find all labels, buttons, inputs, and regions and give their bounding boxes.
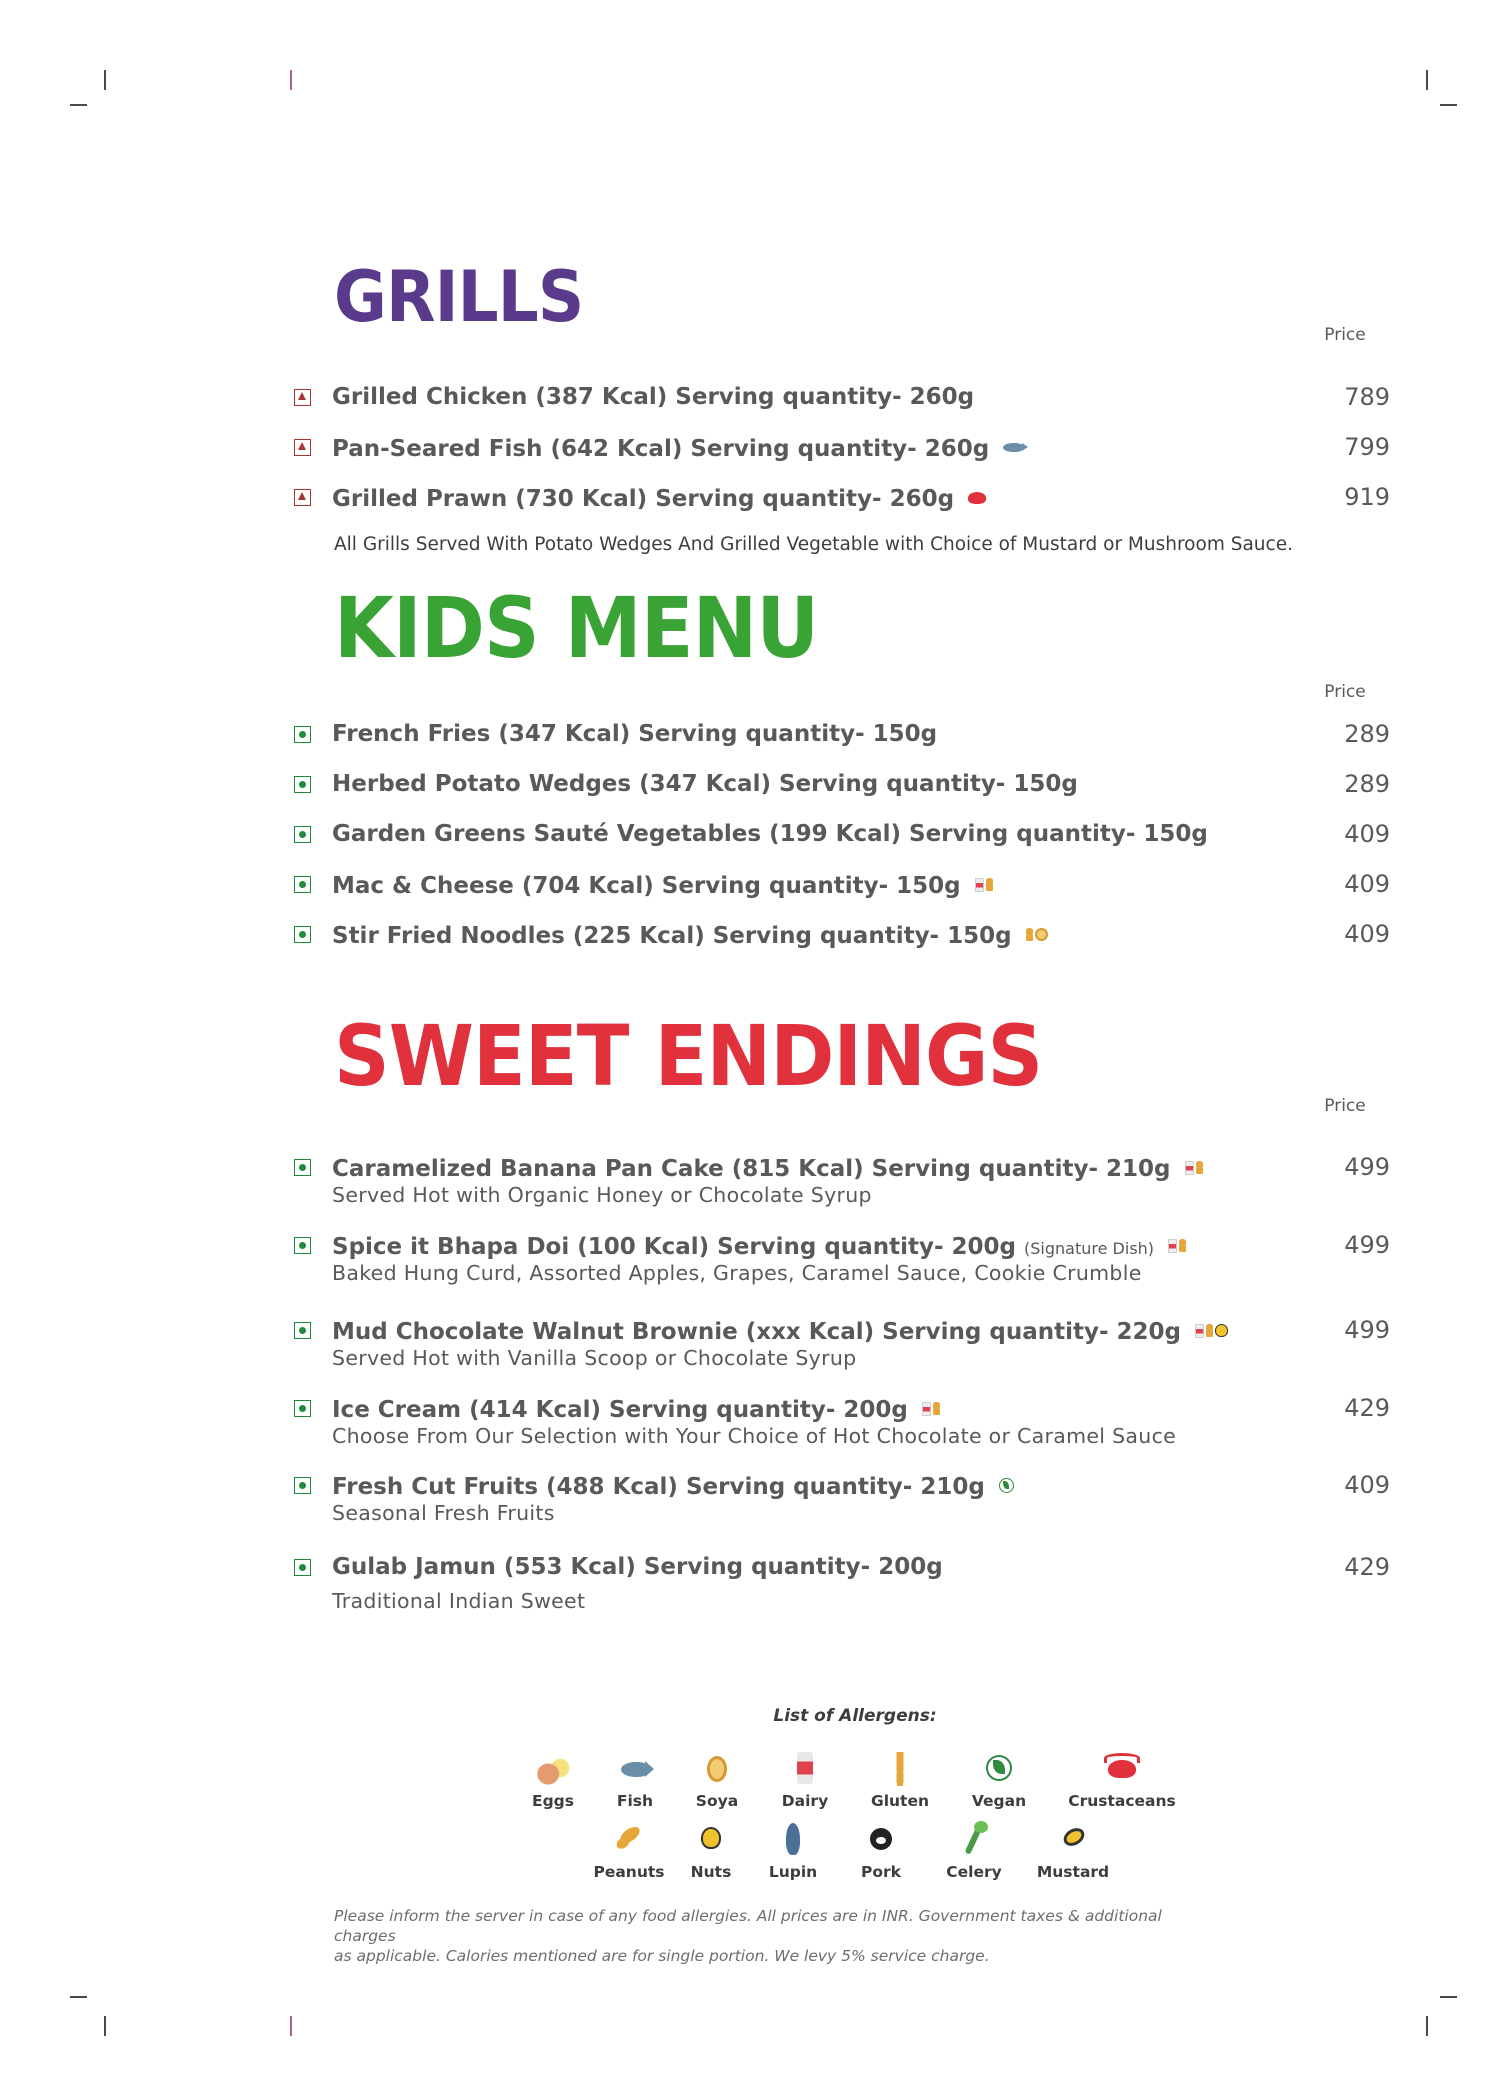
vegan-icon xyxy=(979,1750,1019,1790)
disclaimer-line-1: Please inform the server in case of any food allergies. All prices are in INR. Government taxes & additional charges xyxy=(334,1907,1162,1946)
item-price: 429 xyxy=(1344,1394,1390,1422)
allergen-label: Lupin xyxy=(768,1863,818,1881)
veg-mark-icon xyxy=(294,776,311,793)
fish-icon xyxy=(1003,443,1023,452)
allergen-label: Pork xyxy=(861,1863,901,1881)
allergen-crustaceans xyxy=(1062,1750,1182,1810)
gluten-icon xyxy=(880,1750,920,1790)
celery-icon xyxy=(954,1821,994,1861)
dairy-icon xyxy=(922,1402,931,1416)
allergen-label: Soya xyxy=(695,1792,739,1810)
allergen-label: Vegan xyxy=(971,1792,1027,1810)
grills-price-header: Price xyxy=(1324,325,1366,345)
dairy-icon xyxy=(1185,1161,1194,1175)
nuts-icon xyxy=(691,1821,731,1861)
item-description: Seasonal Fresh Fruits xyxy=(332,1501,555,1525)
crop-mark xyxy=(104,2016,106,2036)
lupin-icon xyxy=(773,1821,813,1861)
allergen-label: Fish xyxy=(616,1792,654,1810)
item-price: 499 xyxy=(1344,1231,1390,1259)
peanuts-icon xyxy=(609,1821,649,1861)
allergen-mustard xyxy=(1013,1821,1133,1881)
item-name: Gulab Jamun (553 Kcal) Serving quantity- 200g xyxy=(332,1554,943,1580)
pork-icon xyxy=(861,1821,901,1861)
allergen-label: Crustaceans xyxy=(1068,1792,1176,1810)
disclaimer-line-2: as applicable. Calories mentioned are for single portion. We levy 5% service charge. xyxy=(334,1947,990,1966)
mustard-icon xyxy=(1053,1821,1093,1861)
item-name: Mac & Cheese (704 Kcal) Serving quantity- 150g xyxy=(332,870,995,901)
crustaceans-icon xyxy=(1102,1750,1142,1790)
item-description: Served Hot with Vanilla Scoop or Chocolate Syrup xyxy=(332,1346,857,1370)
item-name: Herbed Potato Wedges (347 Kcal) Serving quantity- 150g xyxy=(332,771,1078,797)
item-name: French Fries (347 Kcal) Serving quantity- 150g xyxy=(332,721,938,747)
gluten-icon xyxy=(1196,1161,1203,1174)
veg-mark-icon xyxy=(294,926,311,943)
gluten-icon xyxy=(1179,1239,1186,1252)
veg-mark-icon xyxy=(294,876,311,893)
dairy-icon xyxy=(1195,1324,1204,1338)
veg-mark-icon xyxy=(294,1322,311,1339)
allergen-vegan xyxy=(939,1750,1059,1810)
item-name: Pan-Seared Fish (642 Kcal) Serving quantity- 260g xyxy=(332,433,1025,464)
soya-icon xyxy=(697,1750,737,1790)
crop-mark xyxy=(70,104,87,106)
allergen-label: Mustard xyxy=(1036,1863,1110,1881)
vegan-icon xyxy=(999,1478,1014,1493)
item-price: 289 xyxy=(1344,770,1390,798)
item-description: Traditional Indian Sweet xyxy=(332,1589,586,1613)
item-price: 919 xyxy=(1344,483,1390,511)
item-description: Served Hot with Organic Honey or Chocolate Syrup xyxy=(332,1183,872,1207)
allergen-label: Nuts xyxy=(690,1863,732,1881)
item-price: 409 xyxy=(1344,870,1390,898)
item-price: 499 xyxy=(1344,1316,1390,1344)
item-price: 499 xyxy=(1344,1153,1390,1181)
gluten-icon xyxy=(1206,1324,1213,1337)
crop-mark xyxy=(104,70,106,90)
item-name: Ice Cream (414 Kcal) Serving quantity- 200g xyxy=(332,1394,942,1425)
veg-mark-icon xyxy=(294,726,311,743)
item-price: 409 xyxy=(1344,920,1390,948)
veg-mark-icon xyxy=(294,1159,311,1176)
fish-icon xyxy=(615,1750,655,1790)
item-price: 409 xyxy=(1344,1471,1390,1499)
allergen-label: Dairy xyxy=(781,1792,829,1810)
veg-mark-icon xyxy=(294,1237,311,1254)
item-name: Grilled Prawn (730 Kcal) Serving quantity- 260g xyxy=(332,483,988,514)
gluten-icon xyxy=(933,1402,940,1415)
eggs-icon xyxy=(533,1750,573,1790)
item-name: Caramelized Banana Pan Cake (815 Kcal) Serving quantity- 210g xyxy=(332,1153,1205,1184)
crustaceans-icon xyxy=(968,492,986,504)
crop-mark xyxy=(70,1996,87,1998)
allergens-title: List of Allergens: xyxy=(773,1706,937,1726)
crop-mark xyxy=(1440,104,1457,106)
dairy-icon xyxy=(975,878,984,892)
kids-menu-title: KIDS MENU xyxy=(334,579,819,677)
item-name: Garden Greens Sauté Vegetables (199 Kcal) Serving quantity- 150g xyxy=(332,821,1208,847)
soya-icon xyxy=(1035,928,1048,941)
non-veg-mark-icon xyxy=(294,389,311,406)
veg-mark-icon xyxy=(294,1559,311,1576)
sweet-endings-title: SWEET ENDINGS xyxy=(334,1007,1043,1105)
item-name: Spice it Bhapa Doi (100 Kcal) Serving quantity- 200g (Signature Dish) xyxy=(332,1231,1188,1262)
allergen-label: Gluten xyxy=(870,1792,930,1810)
item-name: Fresh Cut Fruits (488 Kcal) Serving quantity- 210g xyxy=(332,1471,1016,1502)
dairy-icon xyxy=(785,1750,825,1790)
crop-mark xyxy=(1426,2016,1428,2036)
item-name: Grilled Chicken (387 Kcal) Serving quantity- 260g xyxy=(332,384,975,410)
kids-price-header: Price xyxy=(1324,682,1366,702)
grills-note: All Grills Served With Potato Wedges And Grilled Vegetable with Choice of Mustard or Mushroom Sauce. xyxy=(334,534,1293,555)
item-price: 429 xyxy=(1344,1553,1390,1581)
crop-mark xyxy=(1440,1996,1457,1998)
crop-mark xyxy=(1426,70,1428,90)
item-name: Stir Fried Noodles (225 Kcal) Serving quantity- 150g xyxy=(332,920,1050,951)
item-description: Choose From Our Selection with Your Choice of Hot Chocolate or Caramel Sauce xyxy=(332,1424,1177,1448)
signature-dish-tag: (Signature Dish) xyxy=(1024,1239,1155,1258)
crop-mark xyxy=(290,70,292,90)
non-veg-mark-icon xyxy=(294,489,311,506)
item-price: 409 xyxy=(1344,820,1390,848)
item-price: 799 xyxy=(1344,433,1390,461)
dairy-icon xyxy=(1168,1239,1177,1253)
non-veg-mark-icon xyxy=(294,439,311,456)
allergen-label: Celery xyxy=(946,1863,1002,1881)
grills-title: GRILLS xyxy=(334,256,584,338)
veg-mark-icon xyxy=(294,826,311,843)
allergy-disclaimer xyxy=(334,1906,1204,1966)
item-price: 789 xyxy=(1344,383,1390,411)
allergen-label: Eggs xyxy=(531,1792,574,1810)
allergen-label: Peanuts xyxy=(593,1863,665,1881)
item-price: 289 xyxy=(1344,720,1390,748)
item-name: Mud Chocolate Walnut Brownie (xxx Kcal) Serving quantity- 220g xyxy=(332,1316,1230,1347)
nuts-icon xyxy=(1215,1324,1228,1337)
item-description: Baked Hung Curd, Assorted Apples, Grapes, Caramel Sauce, Cookie Crumble xyxy=(332,1261,1142,1285)
gluten-icon xyxy=(1026,928,1033,941)
veg-mark-icon xyxy=(294,1477,311,1494)
gluten-icon xyxy=(986,878,993,891)
sweet-price-header: Price xyxy=(1324,1096,1366,1116)
veg-mark-icon xyxy=(294,1400,311,1417)
crop-mark xyxy=(290,2016,292,2036)
